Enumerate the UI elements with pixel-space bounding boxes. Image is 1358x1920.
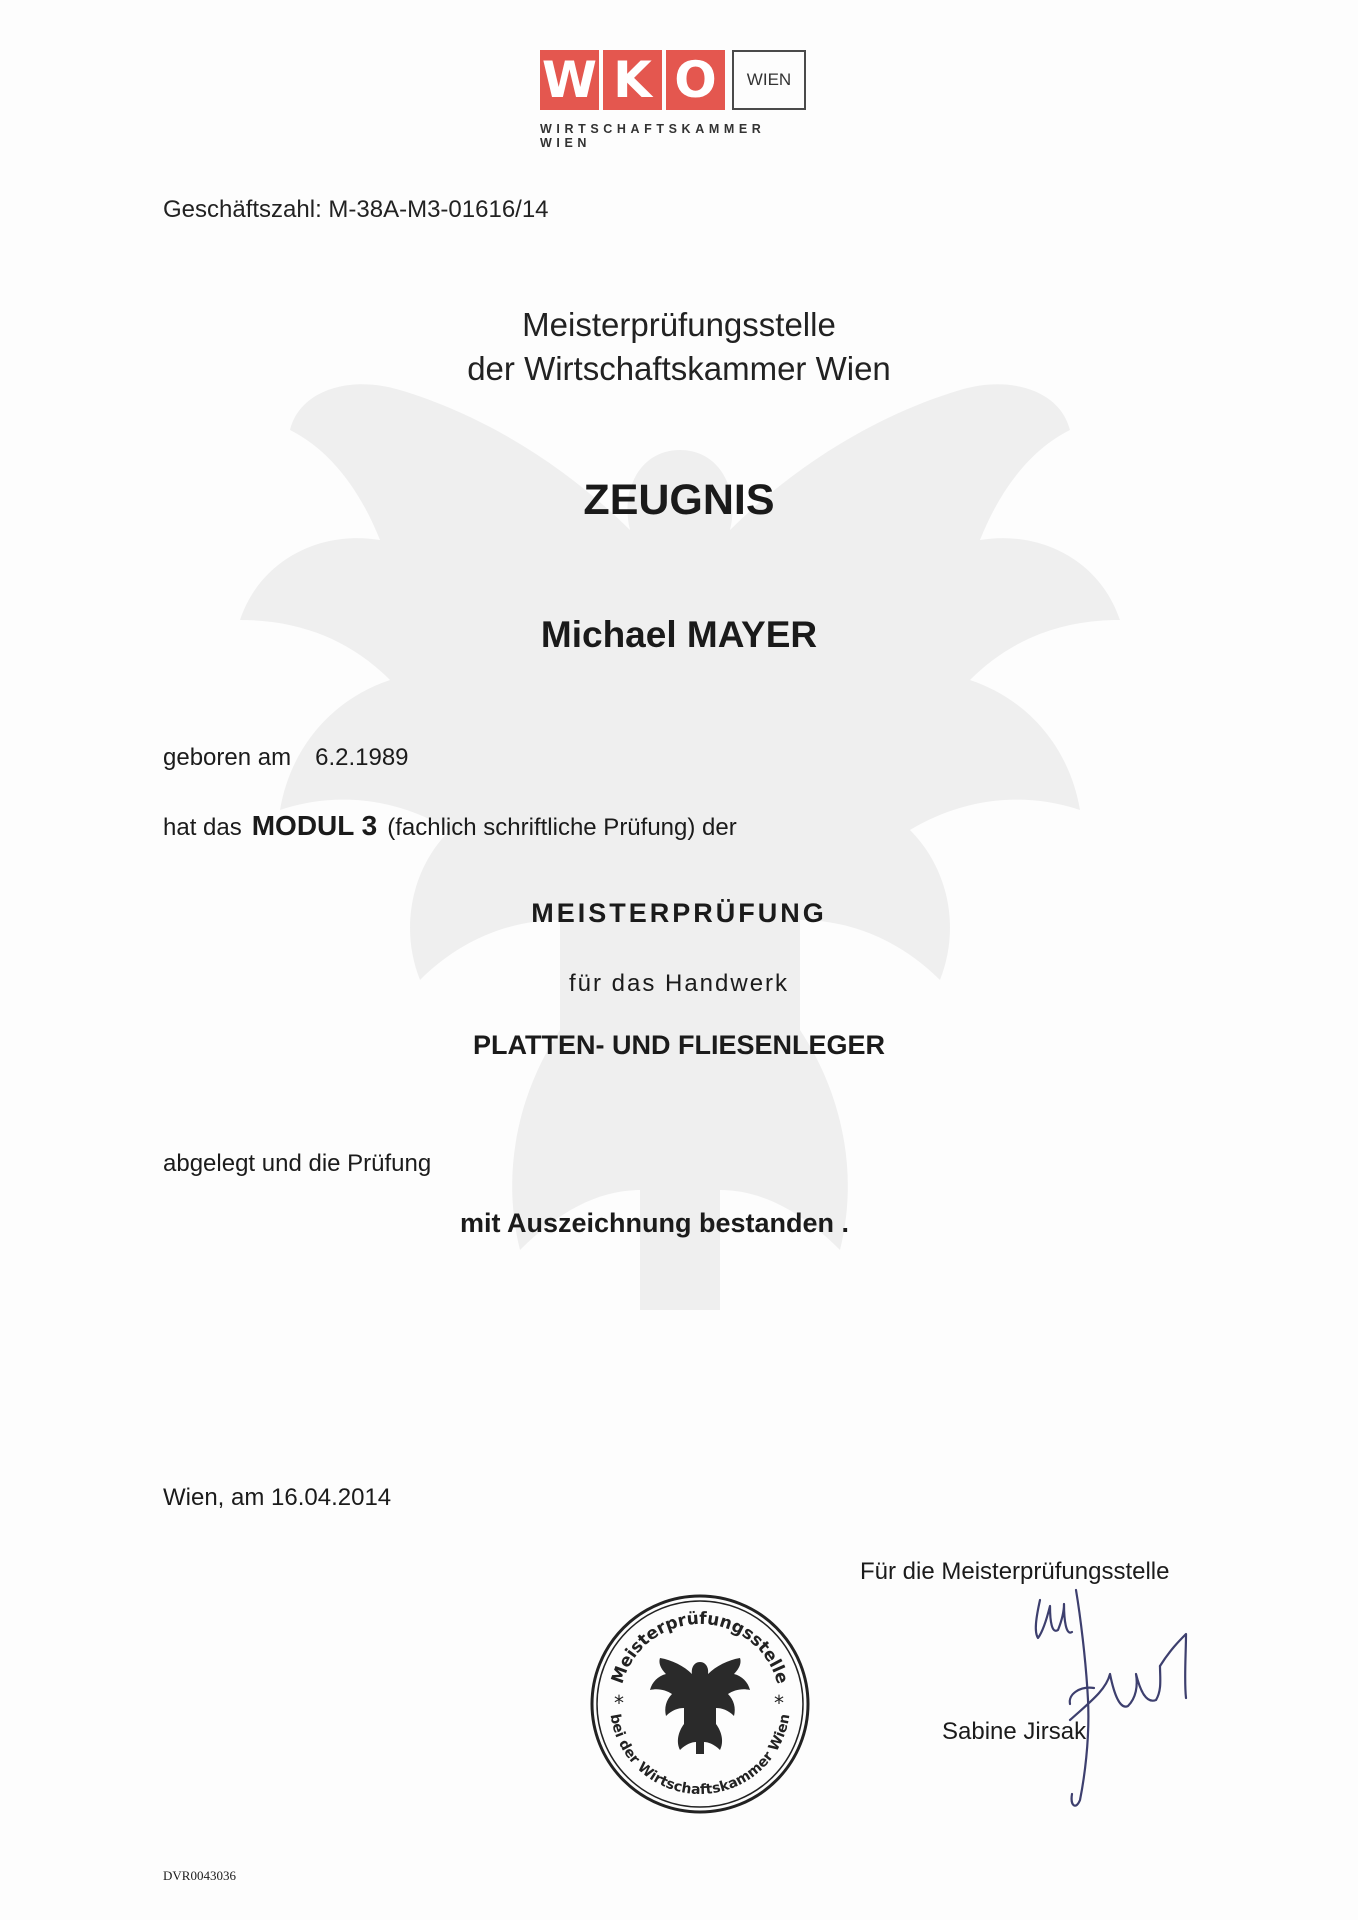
exam-type: MEISTERPRÜFUNG [531, 898, 827, 928]
logo-letter-o: O [666, 50, 725, 110]
issuer-heading-line1: Meisterprüfungsstelle [522, 306, 836, 343]
wko-logo-boxes [540, 50, 820, 110]
footer-code: DVR0043036 [163, 1868, 236, 1883]
birth-line [163, 744, 409, 772]
svg-text:*: * [614, 1691, 624, 1715]
module-prefix: hat das [163, 814, 242, 841]
result-intro: abgelegt und die Prüfung [163, 1150, 432, 1177]
birth-label: geboren am [163, 744, 292, 771]
module-suffix: (fachlich schriftliche Prüfung) der [387, 814, 737, 841]
issuer-heading-line2: der Wirtschaftskammer Wien [467, 350, 891, 387]
craft-name: PLATTEN- UND FLIESENLEGER [472, 1030, 885, 1060]
module-name: MODUL 3 [251, 810, 378, 841]
svg-text:*: * [774, 1691, 784, 1715]
birth-date: 6.2.1989 [315, 744, 409, 771]
recipient-name: Michael MAYER [540, 614, 818, 655]
stamp-eagle-icon [650, 1658, 750, 1754]
logo-letter-k: K [603, 50, 662, 110]
logo-letter-w: W [541, 51, 598, 109]
signature-for-label: Für die Meisterprüfungsstelle [860, 1558, 1170, 1585]
stamp-top-text: Meisterprüfungsstelle [607, 1608, 793, 1687]
wko-logo [540, 50, 820, 150]
logo-subtitle: WIRTSCHAFTSKAMMER WIEN [540, 122, 766, 150]
module-line [163, 810, 737, 842]
handwritten-signature [1010, 1570, 1240, 1820]
document-title: ZEUGNIS [583, 476, 775, 524]
signer-name: Sabine Jirsak [942, 1718, 1087, 1745]
result-outcome: mit Auszeichnung bestanden . [460, 1208, 850, 1238]
stamp-bottom-text: bei der Wirtschaftskammer Wien [606, 1712, 794, 1799]
reference-number: Geschäftszahl: M-38A-M3-01616/14 [163, 196, 549, 223]
craft-label: für das Handwerk [568, 970, 790, 997]
place-date: Wien, am 16.04.2014 [163, 1484, 392, 1511]
official-stamp [588, 1592, 812, 1816]
logo-wien-box: WIEN [732, 50, 806, 110]
